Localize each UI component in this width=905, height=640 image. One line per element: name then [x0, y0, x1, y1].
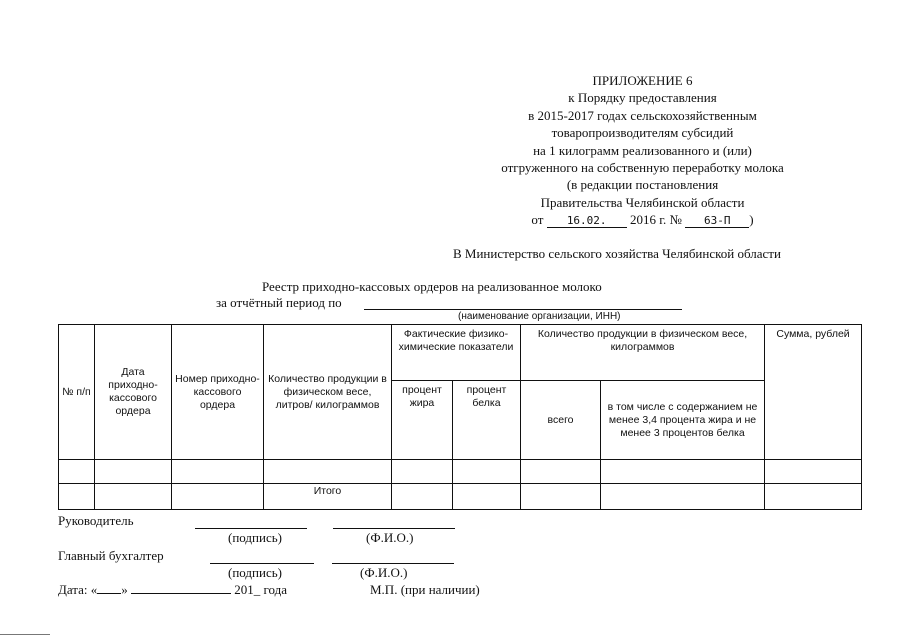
year-suffix: года [263, 582, 288, 597]
date-label: Дата: « [58, 582, 98, 597]
header-physchem: Фактические физико-химические показатели [392, 325, 521, 381]
head-signature-caption: (подпись) [228, 530, 282, 545]
annex-line: (в редакции постановления [566, 177, 719, 193]
day-field[interactable] [97, 582, 121, 594]
header-including: в том числе с содержанием не менее 3,4 процента жира и не менее 3 процентов белка [601, 381, 765, 460]
table-cell [95, 484, 172, 510]
table-cell[interactable] [521, 460, 601, 484]
header-fat: процент жира [392, 381, 453, 460]
table-cell[interactable] [392, 484, 453, 510]
header-quantity: Количество продукции в физическом весе, литров/ килограммов [264, 325, 392, 460]
table-cell[interactable] [264, 460, 392, 484]
scan-edge-line [0, 634, 50, 635]
addressee: В Министерство сельского хозяйства Челябинской области [453, 246, 781, 261]
table-cell [172, 484, 264, 510]
head-signature-line[interactable] [195, 528, 307, 529]
table-cell[interactable] [172, 460, 264, 484]
table-cell[interactable] [95, 460, 172, 484]
organization-line [364, 309, 682, 310]
annex-line: к Порядку предоставления [568, 90, 717, 106]
annex-line: товаропроизводителям субсидий [551, 125, 734, 141]
annex-block [470, 72, 815, 229]
head-name-caption: (Ф.И.О.) [366, 530, 414, 545]
header-quantity-kg: Количество продукции в физическом весе, килограммов [521, 325, 765, 381]
table-cell[interactable] [453, 484, 521, 510]
month-field[interactable] [131, 582, 231, 594]
annex-line: в 2015-2017 годах сельскохозяйственным [528, 107, 757, 123]
table-row [59, 460, 862, 484]
accountant-name-line[interactable] [332, 563, 454, 564]
table-cell[interactable] [521, 484, 601, 510]
table-cell[interactable] [601, 460, 765, 484]
closing-paren: ) [749, 212, 754, 228]
stamp-label: М.П. (при наличии) [370, 582, 480, 597]
year-prefix: 201_ [234, 582, 261, 597]
total-label: Итого [264, 484, 392, 510]
table-cell[interactable] [392, 460, 453, 484]
date-line [58, 582, 287, 598]
organization-caption: (наименование организации, ИНН) [458, 311, 621, 322]
date-quote-close: » [121, 582, 128, 597]
header-date: Дата приходно-кассового ордера [95, 325, 172, 460]
header-sum: Сумма, рублей [765, 325, 862, 460]
table-cell[interactable] [765, 484, 862, 510]
year-text: 2016 г. № [629, 212, 682, 228]
head-name-line[interactable] [333, 528, 455, 529]
register-title: Реестр приходно-кассовых ордеров на реализованное молоко [262, 279, 602, 294]
table-cell[interactable] [453, 460, 521, 484]
header-order-number: Номер приходно-кассового ордера [172, 325, 264, 460]
header-protein: процент белка [453, 381, 521, 460]
annex-line: отгруженного на собственную переработку молока [501, 160, 784, 176]
accountant-signature-caption: (подпись) [228, 565, 282, 580]
resolution-number-field: 63-П [685, 215, 749, 228]
annex-line: Правительства Челябинской области [540, 194, 745, 210]
header-total: всего [521, 381, 601, 460]
total-row [59, 484, 862, 510]
register-period-label: за отчётный период по [216, 295, 342, 310]
annex-date-line [470, 211, 815, 228]
header-num: № п/п [59, 325, 95, 460]
accountant-signature-line[interactable] [210, 563, 314, 564]
annex-line: на 1 килограмм реализованного и (или) [533, 142, 752, 158]
head-label: Руководитель [58, 513, 134, 528]
table-cell[interactable] [765, 460, 862, 484]
annex-title: ПРИЛОЖЕНИЕ 6 [592, 73, 693, 88]
table-cell [59, 484, 95, 510]
resolution-date-field: 16.02. [547, 215, 627, 228]
register-table [58, 324, 862, 510]
date-prefix: от [531, 212, 544, 228]
table-cell[interactable] [601, 484, 765, 510]
table-cell[interactable] [59, 460, 95, 484]
accountant-name-caption: (Ф.И.О.) [360, 565, 408, 580]
accountant-label: Главный бухгалтер [58, 548, 164, 563]
